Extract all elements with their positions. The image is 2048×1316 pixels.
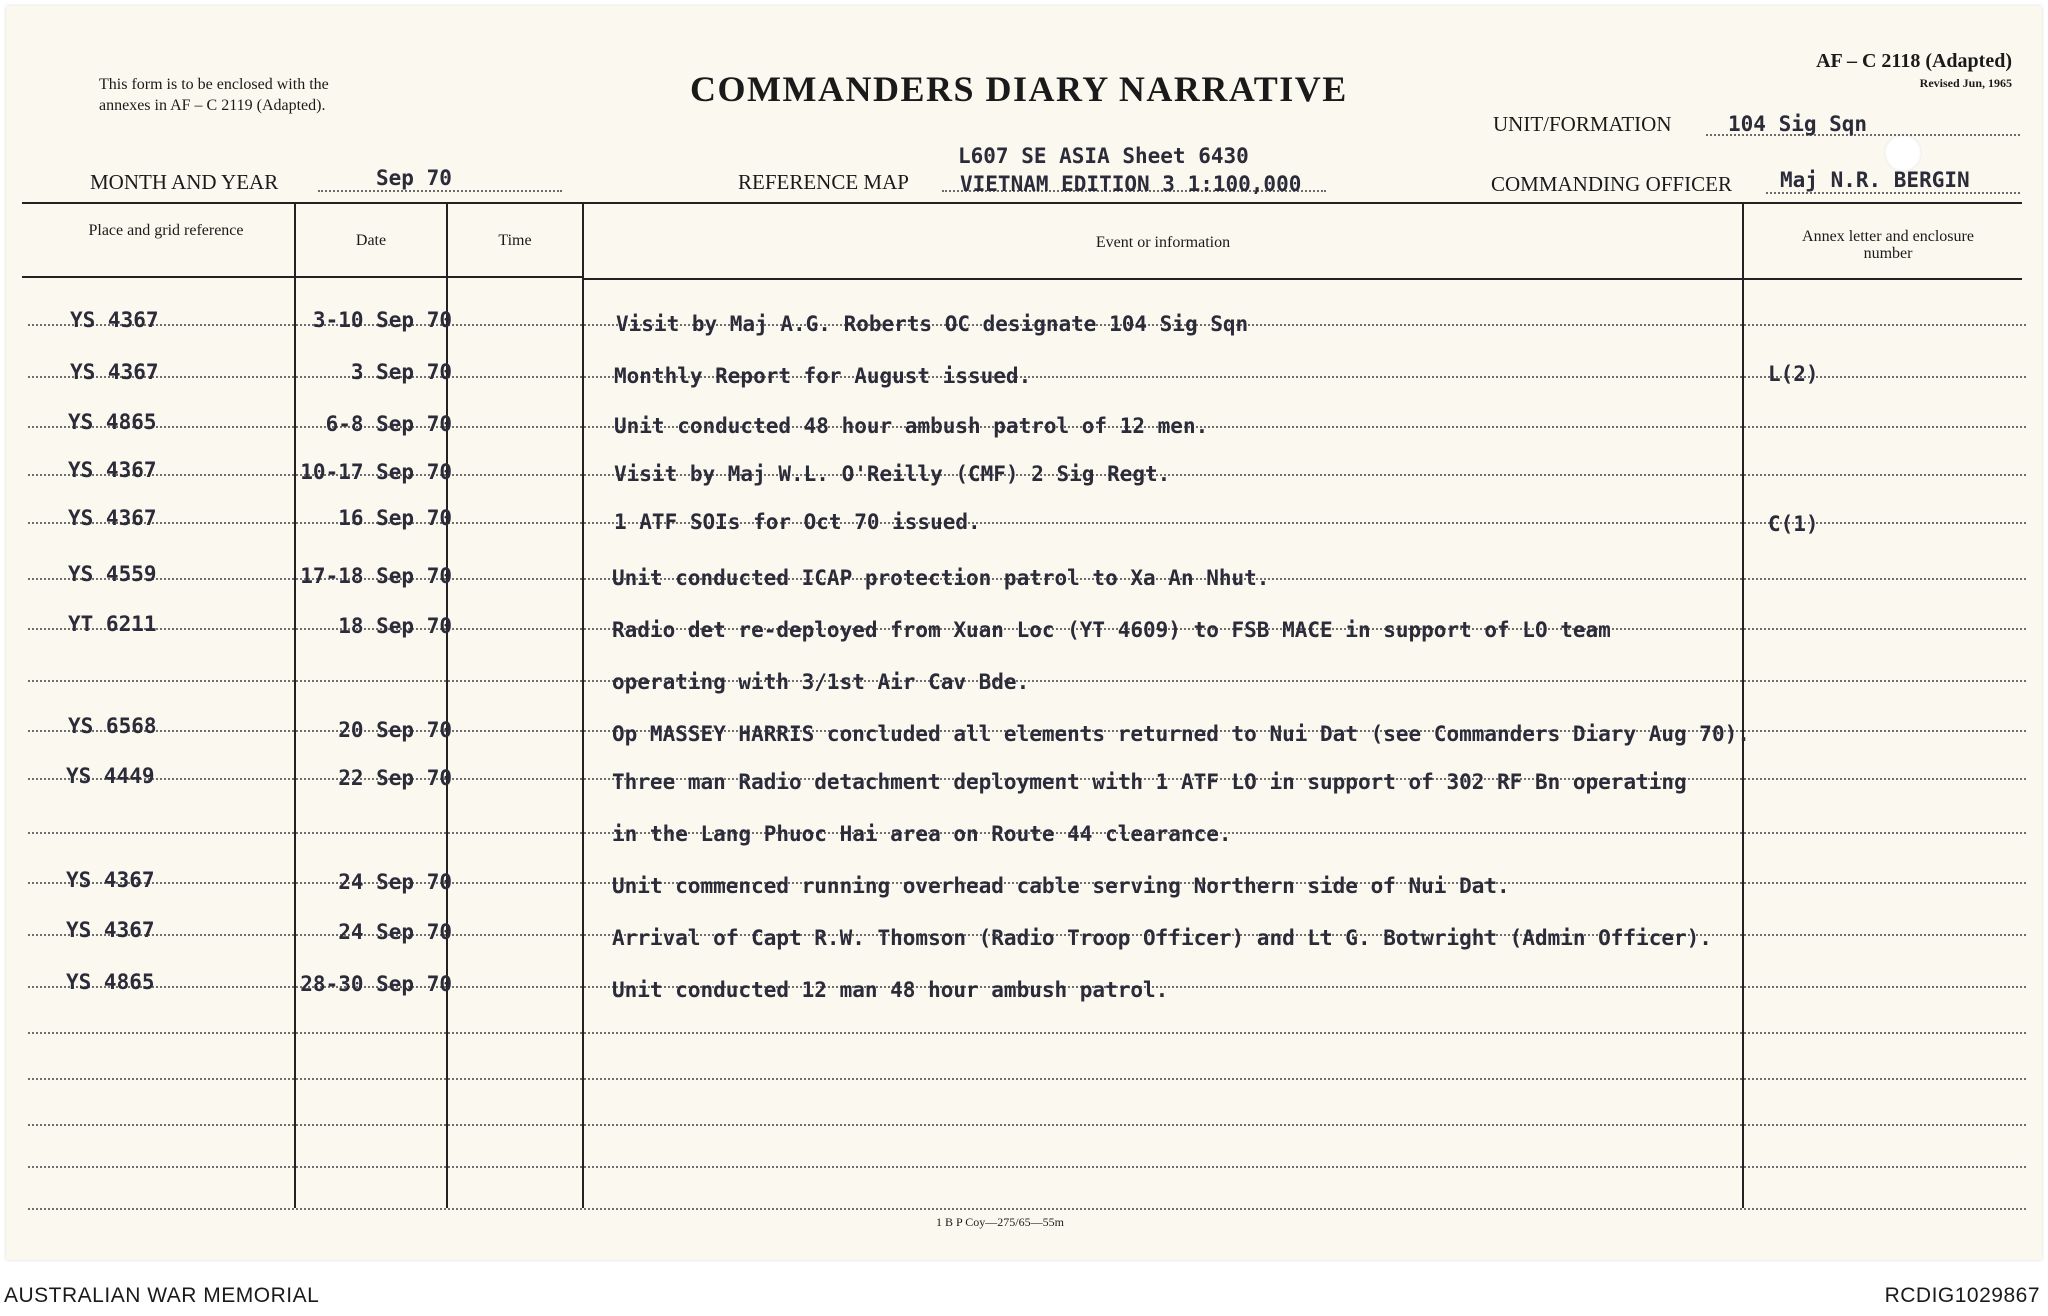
column-divider [1742, 204, 1744, 1208]
column-divider [582, 204, 584, 1208]
diary-sheet [6, 6, 2042, 1260]
archive-id: RCDIG1029867 [1884, 1284, 2040, 1307]
cell-date: 18 Sep 70 [338, 614, 452, 638]
column-divider [294, 204, 296, 1208]
cell-event: Unit conducted 12 man 48 hour ambush patrol. [612, 978, 1169, 1002]
enclosure-note-line: This form is to be enclosed with the [99, 76, 329, 93]
cell-date: 24 Sep 70 [338, 920, 452, 944]
cell-place: YT 6211 [68, 612, 157, 636]
header-rule-left [22, 276, 582, 278]
cell-place: YS 4367 [68, 506, 157, 530]
row-rule [28, 1166, 2026, 1168]
cell-place: YS 4367 [66, 918, 155, 942]
header-rule-right [1744, 278, 2022, 280]
cell-event: Unit commenced running overhead cable serving Northern side of Nui Dat. [612, 874, 1510, 898]
row-rule [28, 1032, 2026, 1034]
cell-place: YS 4449 [66, 764, 155, 788]
cell-place: YS 4559 [68, 562, 157, 586]
co-dotted-line [1766, 192, 2020, 194]
refmap-line-1: L607 SE ASIA Sheet 6430 [958, 144, 1249, 168]
month-value: Sep 70 [376, 166, 452, 190]
cell-place: YS 4367 [68, 458, 157, 482]
cell-date: 3 Sep 70 [350, 360, 452, 384]
form-number-block [1816, 50, 2012, 94]
cell-event: Monthly Report for August issued. [614, 364, 1032, 388]
cell-event: Three man Radio detachment deployment with 1 ATF LO in support of 302 RF Bn operating [612, 770, 1687, 794]
cell-date: 17-18 Sep 70 [300, 564, 452, 588]
cell-event: Arrival of Capt R.W. Thomson (Radio Troop Officer) and Lt G. Botwright (Admin Officer). [612, 926, 1712, 950]
form-number: AF – C 2118 (Adapted) [1816, 50, 2012, 72]
month-label: MONTH AND YEAR [90, 170, 279, 194]
page-title: COMMANDERS DIARY NARRATIVE [690, 69, 1348, 109]
cell-event: Unit conducted ICAP protection patrol to Xa An Nhut. [612, 566, 1270, 590]
column-divider [446, 204, 448, 1208]
cell-place: YS 4367 [66, 868, 155, 892]
cell-place: YS 4865 [68, 410, 157, 434]
cell-event: Unit conducted 48 hour ambush patrol of 12 men. [614, 414, 1209, 438]
header-event: Event or information [1095, 234, 1231, 251]
cell-event: Op MASSEY HARRIS concluded all elements returned to Nui Dat (see Commanders Diary Aug 70). [612, 722, 1750, 746]
row-rule [28, 1124, 2026, 1126]
cell-event: 1 ATF SOIs for Oct 70 issued. [614, 510, 981, 534]
cell-annex: C(1) [1768, 512, 1819, 536]
unit-value: 104 Sig Sqn [1728, 112, 1868, 136]
punch-hole [1884, 134, 1922, 172]
cell-annex: L(2) [1768, 362, 1819, 386]
row-rule [28, 1078, 2026, 1080]
cell-date: 16 Sep 70 [338, 506, 452, 530]
cell-date: 10-17 Sep 70 [300, 460, 452, 484]
cell-date: 28-30 Sep 70 [300, 972, 452, 996]
cell-date: 24 Sep 70 [338, 870, 452, 894]
printer-imprint: 1 B P Coy—275/65—55m [936, 1215, 1064, 1229]
cell-place: YS 4367 [70, 360, 159, 384]
refmap-line-2: VIETNAM EDITION 3 1:100,000 [960, 172, 1302, 196]
cell-date: 6-8 Sep 70 [325, 412, 452, 436]
cell-event: Radio det re-deployed from Xuan Loc (YT 4609) to FSB MACE in support of LO team [612, 618, 1611, 642]
header-place: Place and grid reference [88, 222, 244, 239]
cell-place: YS 4865 [66, 970, 155, 994]
cell-place: YS 6568 [68, 714, 157, 738]
unit-label: UNIT/FORMATION [1493, 112, 1672, 136]
header-rule-middle [584, 278, 1742, 280]
enclosure-note [99, 74, 329, 116]
cell-event: operating with 3/1st Air Cav Bde. [612, 670, 1030, 694]
cell-date: 3-10 Sep 70 [312, 308, 452, 332]
header-date: Date [355, 232, 387, 249]
co-value: Maj N.R. BERGIN [1780, 168, 1970, 192]
cell-date: 20 Sep 70 [338, 718, 452, 742]
header-annex: Annex letter and enclosure number [1802, 228, 1974, 262]
header-time: Time [498, 232, 532, 249]
cell-event: Visit by Maj W.L. O'Reilly (CMF) 2 Sig Regt. [614, 462, 1171, 486]
row-rule [28, 522, 2026, 524]
cell-event: in the Lang Phuoc Hai area on Route 44 clearance. [612, 822, 1232, 846]
co-label: COMMANDING OFFICER [1491, 172, 1732, 196]
revision-date: Revised Jun, 1965 [1919, 76, 2012, 90]
enclosure-note-line: annexes in AF – C 2119 (Adapted). [99, 97, 326, 114]
cell-event: Visit by Maj A.G. Roberts OC designate 104 Sig Sqn [616, 312, 1249, 336]
cell-date: 22 Sep 70 [338, 766, 452, 790]
row-rule [28, 1208, 2026, 1210]
refmap-label: REFERENCE MAP [738, 170, 909, 194]
month-dotted-line [318, 190, 562, 192]
table-top-rule [22, 202, 2022, 204]
archive-credit: AUSTRALIAN WAR MEMORIAL [4, 1284, 320, 1307]
cell-place: YS 4367 [70, 308, 159, 332]
